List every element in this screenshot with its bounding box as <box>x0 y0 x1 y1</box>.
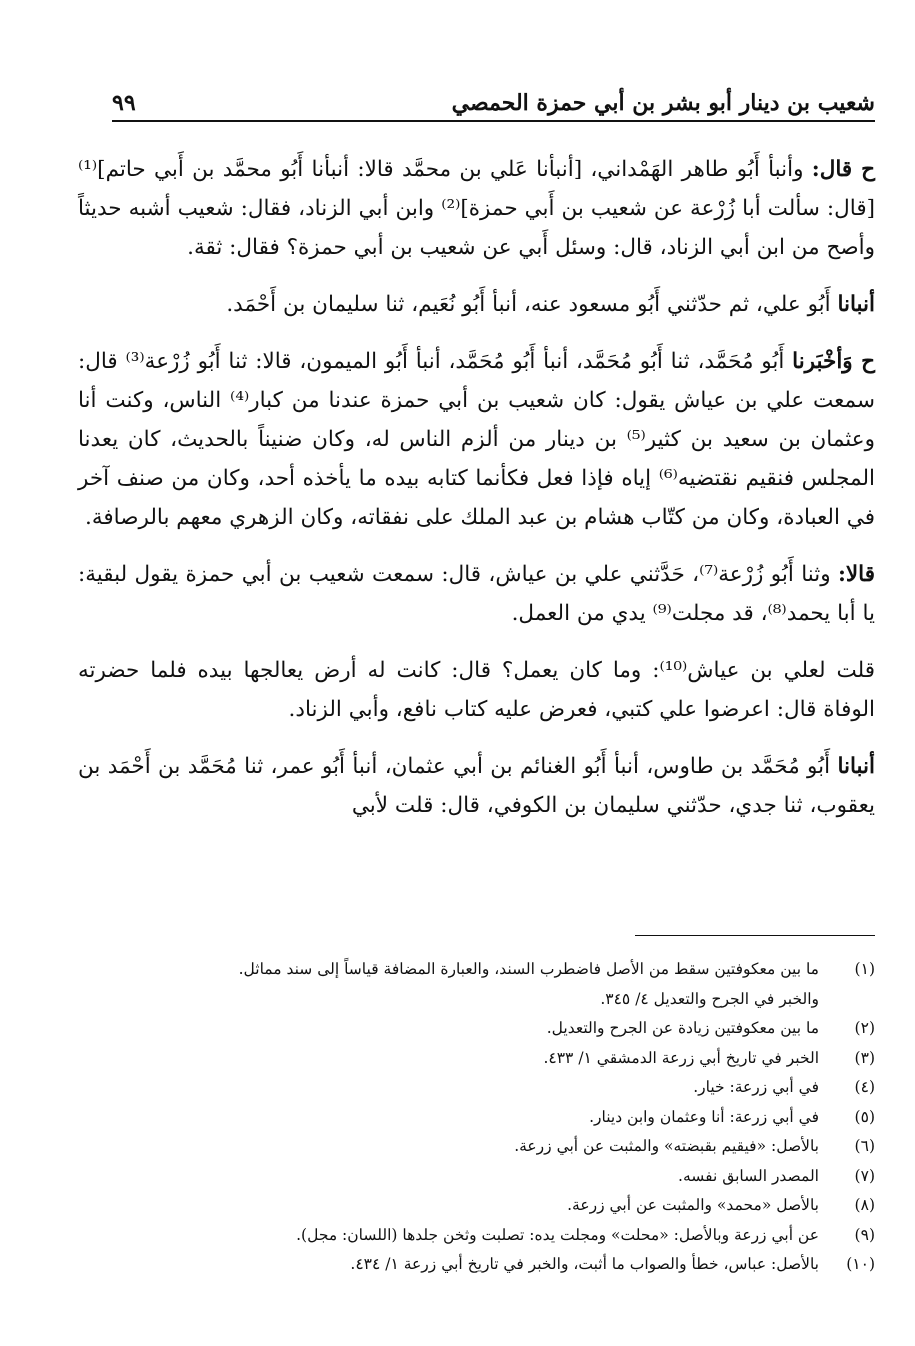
paragraph-2 <box>78 285 875 324</box>
footnote-3 <box>78 1044 875 1074</box>
paragraph-6 <box>78 747 875 825</box>
footnote-1-continuation: والخبر في الجرح والتعديل ٤/ ٣٤٥. <box>600 989 819 1008</box>
footnote-number: (١) <box>854 960 875 978</box>
footnote-text: المصدر السابق نفسه. <box>678 1166 819 1185</box>
footnote-text: ما بين معكوفتين سقط من الأصل فاضطرب السند، والعبارة المضافة قياساً إلى سند مماثل. <box>238 960 819 978</box>
footnote-5 <box>78 1103 875 1133</box>
footnote-rule <box>635 935 875 936</box>
paragraph-lead: ح وَأخْبَرنا <box>792 349 875 374</box>
footnote-text: الخبر في تاريخ أبي زرعة الدمشقي ١/ ٤٣٣. <box>543 1048 819 1067</box>
footnote-text: في أبي زرعة: خيار. <box>693 1078 819 1096</box>
paragraph-text: وثنا أَبُو زُرْعة⁽⁷⁾، حَدَّثني علي بن عياش، قال: سمعت شعيب بن أبي حمزة يقول لبقية: يا أبا يحمد⁽⁸⁾، قد مجلت⁽⁹⁾ يدي من العمل. <box>78 562 875 626</box>
footnote-8 <box>78 1191 875 1221</box>
footnote-number: (٥) <box>854 1107 875 1126</box>
footnote-number: (٣) <box>854 1048 875 1067</box>
footnote-number: (٨) <box>854 1196 875 1214</box>
footnote-9 <box>78 1221 875 1251</box>
paragraph-3 <box>78 342 875 537</box>
paragraph-text: أَبُو علي، ثم حدّثني أَبُو مسعود عنه، أنبأ أَبُو نُعَيم، ثنا سليمان بن أَحْمَد. <box>226 292 838 317</box>
footnotes <box>78 955 875 1280</box>
footnote-number: (١٠) <box>846 1255 875 1273</box>
paragraph-lead: أنبانا <box>837 292 875 317</box>
footnote-6 <box>78 1132 875 1162</box>
paragraph-4 <box>78 555 875 633</box>
paragraph-lead: قالا: <box>837 562 875 587</box>
footnote-text: ما بين معكوفتين زيادة عن الجرح والتعديل. <box>546 1019 819 1037</box>
paragraph-text: قلت لعلي بن عياش⁽¹⁰⁾: وما كان يعمل؟ قال: كانت له أرض يعالجها بيده فلما حضرته الوفاة قال: اعرضوا علي كتبي، فعرض عليه كتاب نافع، وأبي الزناد. <box>78 658 875 722</box>
paragraph-lead: ح قال: <box>811 157 875 182</box>
footnote-text: بالأصل «محمد» والمثبت عن أبي زرعة. <box>567 1196 819 1214</box>
footnote-4 <box>78 1073 875 1103</box>
paragraph-text: أَبُو مُحَمَّد بن طاوس، أنبأ أَبُو الغنائم بن أبي عثمان، أنبأ أَبُو عمر، ثنا مُحَمَّد بن أَحْمَد بن يعقوب، ثنا جدي، حدّثني سليمان بن الكوفي، قال: قلت لأبي <box>78 754 875 818</box>
running-head: شعيب بن دينار أبو بشر بن أبي حمزة الحمصي <box>451 90 875 116</box>
footnote-number: (٦) <box>854 1137 875 1155</box>
footnote-text: عن أبي زرعة وبالأصل: «محلت» ومجلت يده: تصلبت وثخن جلدها (اللسان: مجل). <box>296 1225 819 1244</box>
footnote-number: (٢) <box>854 1019 875 1037</box>
paragraph-5 <box>78 651 875 729</box>
main-text <box>78 150 875 843</box>
paragraph-text: أَبُو مُحَمَّد، ثنا أَبُو مُحَمَّد، أنبأ أَبُو مُحَمَّد، أنبأ أَبُو الميمون، قالا: ثنا أَبُو زُرْعة⁽³⁾ قال: سمعت علي بن عياش يقول: كان شعيب بن أبي حمزة عندنا من كبار⁽⁴⁾ الناس، وكنت أنا وعثمان بن سعيد بن كثير⁽⁵⁾ بن دينار من ألزم الناس له، وكان ضنيناً بالحديث، كان يعدنا المجلس فنقيم نقتضيه⁽⁶⁾ إياه فإذا فعل فكأنما كتابه بيده ما يأخذه أحد، وكان من صنف آخر في العبادة، وكان من كتّاب هشام بن عبد الملك على نفقاته، وكان الزهري معهم بالرصافة. <box>78 349 875 530</box>
footnote-10 <box>78 1250 875 1280</box>
footnote-number: (٩) <box>854 1225 875 1244</box>
page-number: ٩٩ <box>112 90 136 116</box>
footnote-number: (٤) <box>854 1078 875 1096</box>
paragraph-1 <box>78 150 875 267</box>
footnote-text: في أبي زرعة: أنا وعثمان وابن دينار. <box>589 1107 819 1126</box>
paragraph-lead: أنبانا <box>837 754 875 779</box>
footnote-2 <box>78 1014 875 1044</box>
footnote-number: (٧) <box>854 1166 875 1185</box>
footnote-text: بالأصل: «فيقيم بقبضته» والمثبت عن أبي زرعة. <box>514 1137 819 1155</box>
page-header <box>112 86 875 122</box>
paragraph-text: وأنبأ أَبُو طاهر الهَمْداني، [أنبأنا عَلي بن محمَّد قالا: أنبأنا أَبُو محمَّد بن أَبي حاتم]⁽¹⁾ [قال: سألت أبا زُرْعة عن شعيب بن أَبي حمزة]⁽²⁾ وابن أبي الزناد، فقال: شعيب أشبه حديثاً وأصح من ابن أبي الزناد، قال: وسئل أَبي عن شعيب بن أبي حمزة؟ فقال: ثقة. <box>78 157 875 260</box>
footnote-7 <box>78 1162 875 1192</box>
footnote-text: بالأصل: عباس، خطأ والصواب ما أثبت، والخبر في تاريخ أبي زرعة ١/ ٤٣٤. <box>350 1255 819 1273</box>
header-rule <box>112 120 875 122</box>
footnote-1 <box>78 955 875 985</box>
